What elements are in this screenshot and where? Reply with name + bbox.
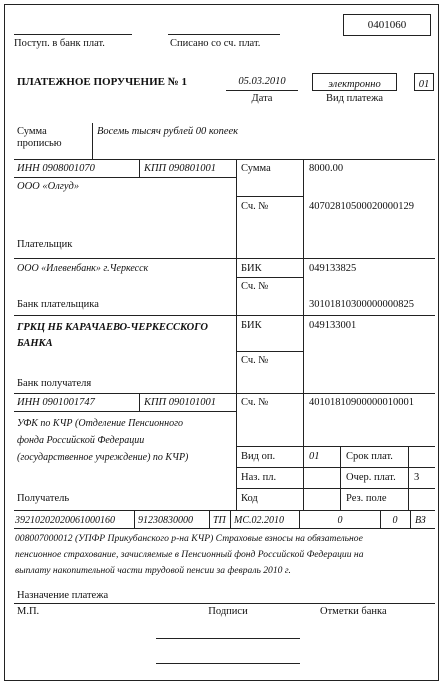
recipient-inn-divider (139, 393, 140, 411)
codes-row-1 (236, 467, 435, 468)
date-line (226, 90, 298, 91)
recipient-bank-label: Банк получателя (17, 378, 92, 389)
vid-op-label: Вид оп. (241, 451, 276, 462)
tax-period: МС.02.2010 (234, 515, 284, 526)
payer-corr-label: Сч. № (241, 281, 269, 292)
rez-pole-label: Рез. поле (346, 493, 387, 504)
bank-marks-label: Отметки банка (320, 606, 387, 617)
recipient-bik: 049133001 (309, 320, 357, 331)
payer-bik-bottom (236, 277, 303, 278)
tax-doc-date: 0 (392, 515, 398, 526)
payment-type-label: Вид платежа (325, 93, 383, 104)
amount-words-label: Сумма прописью (17, 126, 62, 149)
tax-basis: ТП (213, 515, 226, 526)
amount-words: Восемь тысяч рублей 00 копеек (97, 126, 239, 137)
form-code: 0401060 (367, 19, 407, 31)
form-code-box (343, 14, 431, 36)
received-line (14, 34, 132, 35)
codes-top (236, 446, 435, 447)
codes-row-2 (236, 488, 435, 489)
payer-bik-label: БИК (241, 263, 262, 274)
recipient-name: УФК по КЧР (Отделение Пенсионного фонда Российской Федерации (государственное учреждение) по КЧР) (17, 418, 189, 463)
stamp-label: М.П. (17, 606, 40, 617)
signature-line-1 (156, 638, 300, 639)
purpose-text: 008007000012 (УПФР Прикубанского р-на КЧР) Страховые взносы на обязательное пенсионное страхование, зачисляемые в Пенсионный фонд Российской Федерации на выплату накопительной части трудовой пенсии за февраль 2010 г. (15, 533, 364, 576)
ocher-plat-label: Очер. плат. (346, 472, 396, 483)
order-title: ПЛАТЕЖНОЕ ПОРУЧЕНИЕ № 1 (17, 76, 188, 88)
vid-op-value: 01 (309, 451, 320, 462)
codes-divider-a (340, 446, 341, 510)
payer-bank-label: Банк плательщика (17, 299, 99, 310)
tax-type: ВЗ (415, 515, 426, 526)
signature-line-2 (156, 663, 300, 664)
order-code-box (414, 73, 434, 91)
payer-name: ООО «Олгуд» (17, 181, 80, 192)
payment-type: электронно (328, 79, 381, 90)
order-date: 05.03.2010 (238, 76, 286, 87)
debited-line (168, 34, 280, 35)
sum-bottom (236, 196, 303, 197)
payer-bottom (14, 258, 435, 259)
sum-label: Сумма (241, 163, 271, 174)
tax-div-1 (134, 510, 135, 528)
purpose-label: Назначение платежа (17, 590, 109, 601)
tax-okato: 91230830000 (138, 515, 193, 526)
payer-inn-divider (139, 159, 140, 177)
naz-pl-label: Наз. пл. (241, 472, 277, 483)
payer-inn: ИНН 0908001070 (17, 163, 95, 174)
recipient-bank-name: ГРКЦ НБ КАРАЧАЕВО-ЧЕРКЕССКОГО БАНКА (17, 322, 208, 349)
codes-divider-b (408, 446, 409, 510)
purpose-bottom (14, 603, 435, 604)
tax-div-6 (410, 510, 411, 528)
amount-words-divider (92, 123, 93, 159)
amount-value: 8000.00 (309, 163, 344, 174)
right-column-divider (303, 159, 304, 510)
tax-row-bottom (14, 528, 435, 529)
tax-div-3 (230, 510, 231, 528)
srok-plat-label: Срок плат. (346, 451, 393, 462)
recipient-bik-label: БИК (241, 320, 262, 331)
ocher-plat-value: 3 (414, 472, 420, 483)
payer-bank-bottom (14, 315, 435, 316)
signatures-label: Подписи (208, 606, 248, 617)
recipient-bank-bottom (14, 393, 435, 394)
recipient-bik-bottom (236, 351, 303, 352)
tax-kbk: 39210202020061000160 (15, 515, 115, 526)
payer-label: Плательщик (17, 239, 73, 250)
order-code: 01 (418, 79, 430, 90)
payer-inn-bottom (14, 177, 236, 178)
payer-kpp: КПП 090801001 (144, 163, 217, 174)
recipient-label: Получатель (17, 493, 70, 504)
kod-label: Код (241, 493, 258, 504)
payment-type-box (312, 73, 397, 91)
recipient-inn: ИНН 0901001747 (17, 397, 95, 408)
tax-doc-number: 0 (337, 515, 343, 526)
recipient-inn-bottom (14, 411, 236, 412)
date-label: Дата (251, 93, 273, 104)
recipient-corr-label: Сч. № (241, 355, 269, 366)
recipient-account: 40101810900000010001 (309, 397, 414, 408)
payer-account-label: Сч. № (241, 201, 269, 212)
recipient-kpp: КПП 090101001 (144, 397, 217, 408)
payer-bank-name: ООО «Илевенбанк» г.Черкесск (17, 263, 149, 274)
received-label: Поступ. в банк плат. (14, 38, 105, 49)
recipient-bottom (14, 510, 435, 511)
payer-corr-account: 30101810300000000825 (309, 299, 414, 310)
recipient-account-label: Сч. № (241, 397, 269, 408)
payer-bik: 049133825 (309, 263, 357, 274)
debited-label: Списано со сч. плат. (170, 38, 261, 49)
mid-column-divider (236, 159, 237, 510)
amount-words-bottom-line (14, 159, 435, 160)
payer-account: 40702810500020000129 (309, 201, 414, 212)
tax-div-2 (209, 510, 210, 528)
